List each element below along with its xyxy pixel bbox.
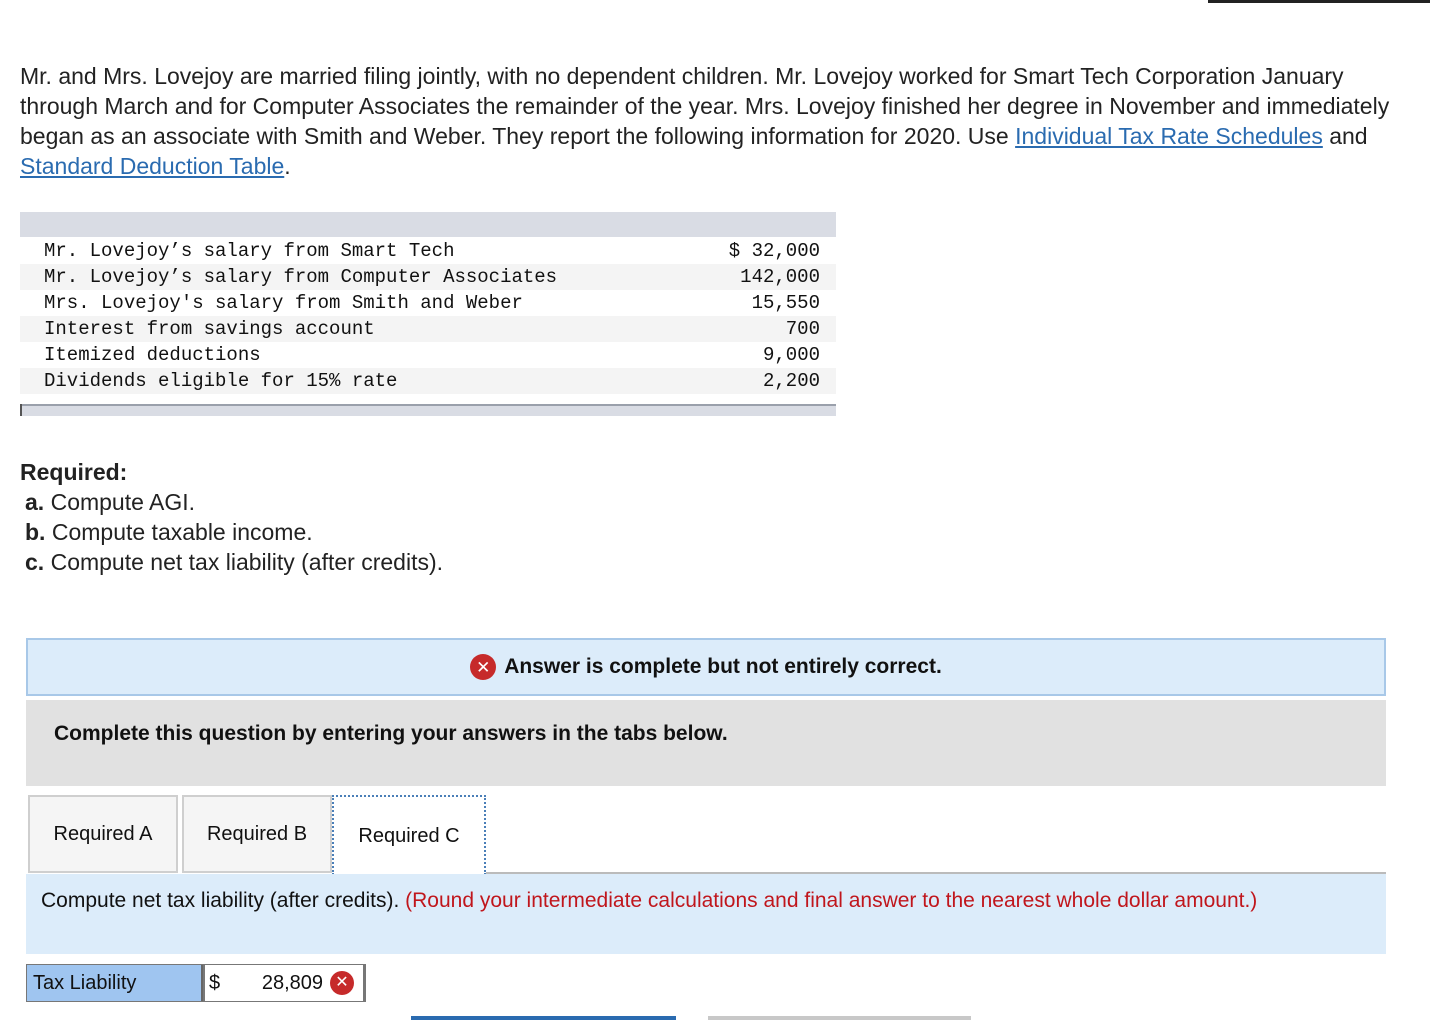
required-item-a bbox=[20, 487, 443, 517]
row-label: Mrs. Lovejoy's salary from Smith and Weber bbox=[44, 292, 523, 314]
required-item-c bbox=[20, 547, 443, 577]
row-label: Mr. Lovejoy’s salary from Computer Associates bbox=[44, 266, 558, 288]
income-data-table bbox=[20, 212, 836, 416]
required-item-b bbox=[20, 517, 443, 547]
intro-and: and bbox=[1322, 123, 1368, 149]
table-row bbox=[20, 316, 836, 342]
result-banner bbox=[26, 638, 1386, 696]
x-circle-icon: ✕ bbox=[330, 971, 354, 995]
table-header-band bbox=[20, 212, 836, 237]
prev-tab-button[interactable] bbox=[411, 1016, 676, 1020]
table-row bbox=[20, 238, 836, 264]
item-text: Compute AGI. bbox=[44, 489, 196, 515]
row-value: 9,000 bbox=[762, 344, 820, 366]
row-value: 15,550 bbox=[751, 292, 820, 314]
tab-required-a[interactable] bbox=[28, 795, 178, 873]
table-row bbox=[20, 264, 836, 290]
intro-text: Mr. and Mrs. Lovejoy are married filing jointly, with no dependent children. Mr. Lovejoy worked for Smart Tech Corporation January through March and for Computer Associates the remainder of the year. Mrs. Lovejoy finished her degree in November and immediately began as an associate with Smith and Weber. They report the following information for 2020. Use bbox=[20, 63, 1390, 149]
item-letter: b. bbox=[25, 519, 46, 545]
answer-row bbox=[26, 964, 366, 1002]
row-label: Itemized deductions bbox=[44, 344, 261, 366]
tab-label: Required B bbox=[206, 822, 308, 845]
tax-rate-schedules-link[interactable]: Individual Tax Rate Schedules bbox=[1015, 123, 1323, 149]
required-section bbox=[20, 457, 443, 577]
instruction-text: Complete this question by entering your answers in the tabs below. bbox=[54, 722, 728, 745]
item-text: Compute net tax liability (after credits). bbox=[44, 549, 444, 575]
table-footer-tick bbox=[20, 404, 22, 416]
row-value: 2,200 bbox=[762, 370, 820, 392]
row-label: Dividends eligible for 15% rate bbox=[44, 370, 398, 392]
tab-required-c[interactable] bbox=[332, 795, 486, 875]
currency-symbol: $ bbox=[209, 972, 221, 994]
tab-required-b[interactable] bbox=[182, 795, 332, 873]
item-letter: a. bbox=[25, 489, 45, 515]
instruction-box bbox=[26, 700, 1386, 786]
table-row bbox=[20, 368, 836, 394]
row-label: Interest from savings account bbox=[44, 318, 375, 340]
next-tab-button[interactable] bbox=[708, 1016, 971, 1020]
row-value: 142,000 bbox=[740, 266, 820, 288]
tax-liability-value: 28,809 bbox=[261, 972, 323, 994]
table-row bbox=[20, 290, 836, 316]
tax-liability-input[interactable] bbox=[203, 965, 365, 1001]
tab-label: Required A bbox=[53, 822, 153, 845]
table-footer-band bbox=[20, 404, 836, 416]
tax-liability-label: Tax Liability bbox=[27, 965, 203, 1001]
question-panel bbox=[26, 874, 1386, 954]
row-value: $ 32,000 bbox=[728, 240, 820, 262]
top-rule bbox=[1208, 0, 1430, 3]
result-banner-text: Answer is complete but not entirely correct. bbox=[504, 655, 942, 678]
table-row bbox=[20, 342, 836, 368]
answer-tabs bbox=[26, 795, 1386, 875]
required-heading: Required: bbox=[20, 459, 128, 485]
item-text: Compute taxable income. bbox=[45, 519, 313, 545]
x-circle-icon: ✕ bbox=[470, 654, 496, 680]
problem-intro bbox=[20, 61, 1400, 181]
item-letter: c. bbox=[25, 549, 45, 575]
row-value: 700 bbox=[785, 318, 820, 340]
standard-deduction-link[interactable]: Standard Deduction Table bbox=[20, 153, 285, 179]
row-label: Mr. Lovejoy’s salary from Smart Tech bbox=[44, 240, 455, 262]
tab-label: Required C bbox=[358, 824, 460, 847]
panel-prompt: Compute net tax liability (after credits). bbox=[41, 889, 406, 912]
rounding-note: (Round your intermediate calculations and final answer to the nearest whole dollar amount.) bbox=[405, 889, 1258, 912]
intro-period: . bbox=[284, 153, 291, 179]
